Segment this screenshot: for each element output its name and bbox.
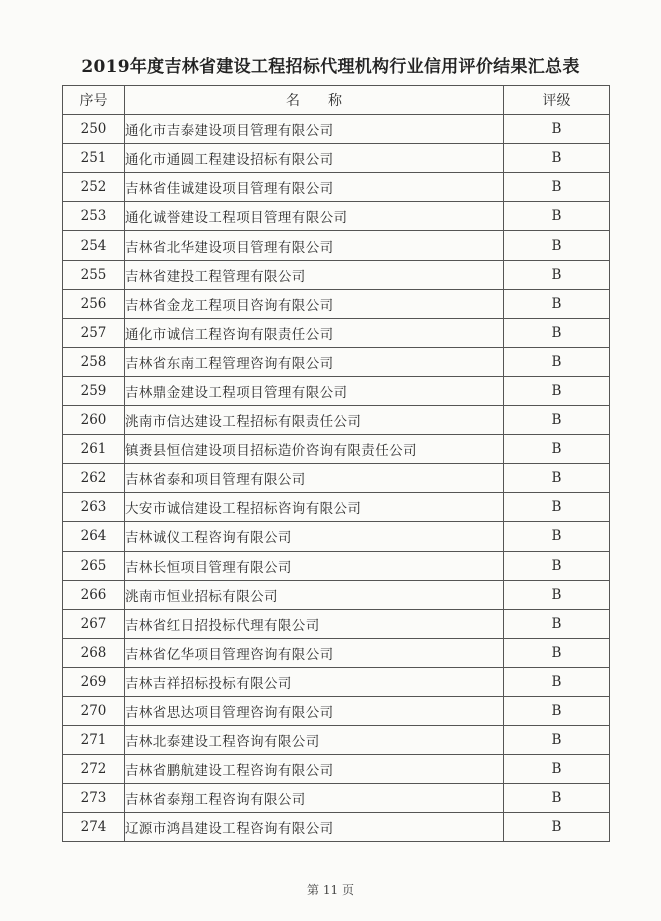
table-row [63, 144, 610, 173]
table-row [63, 493, 610, 522]
row-number: 270 [63, 696, 125, 725]
header-name: 名 称 [125, 86, 504, 115]
row-number: 255 [63, 260, 125, 289]
rating-grade: B [504, 464, 610, 493]
table-row [63, 406, 610, 435]
company-name: 通化诚誉建设工程项目管理有限公司 [125, 202, 504, 231]
rating-grade: B [504, 202, 610, 231]
company-name: 吉林省泰和项目管理有限公司 [125, 464, 504, 493]
row-number: 258 [63, 347, 125, 376]
row-number: 253 [63, 202, 125, 231]
rating-grade: B [504, 347, 610, 376]
rating-grade: B [504, 755, 610, 784]
table-body [63, 115, 610, 842]
row-number: 265 [63, 551, 125, 580]
table-row [63, 580, 610, 609]
company-name: 吉林吉祥招标投标有限公司 [125, 667, 504, 696]
company-name: 吉林北泰建设工程咨询有限公司 [125, 726, 504, 755]
company-name: 通化市吉泰建设项目管理有限公司 [125, 115, 504, 144]
company-name: 吉林省建投工程管理有限公司 [125, 260, 504, 289]
row-number: 256 [63, 289, 125, 318]
company-name: 吉林省红日招投标代理有限公司 [125, 609, 504, 638]
company-name: 大安市诚信建设工程招标咨询有限公司 [125, 493, 504, 522]
table-row [63, 522, 610, 551]
rating-grade: B [504, 580, 610, 609]
table-row [63, 115, 610, 144]
page-number: 第 11 页 [307, 883, 354, 897]
row-number: 269 [63, 667, 125, 696]
rating-grade: B [504, 231, 610, 260]
row-number: 262 [63, 464, 125, 493]
table-row [63, 755, 610, 784]
table-row [63, 347, 610, 376]
table-row [63, 464, 610, 493]
table-row [63, 638, 610, 667]
row-number: 272 [63, 755, 125, 784]
row-number: 264 [63, 522, 125, 551]
company-name: 吉林鼎金建设工程项目管理有限公司 [125, 376, 504, 405]
row-number: 268 [63, 638, 125, 667]
rating-grade: B [504, 638, 610, 667]
table-row [63, 202, 610, 231]
table-row [63, 289, 610, 318]
table-row [63, 726, 610, 755]
rating-grade: B [504, 260, 610, 289]
table-row [63, 260, 610, 289]
rating-grade: B [504, 609, 610, 638]
rating-grade: B [504, 726, 610, 755]
company-name: 吉林省北华建设项目管理有限公司 [125, 231, 504, 260]
table-header-row [63, 86, 610, 115]
row-number: 257 [63, 318, 125, 347]
company-name: 吉林省金龙工程项目咨询有限公司 [125, 289, 504, 318]
row-number: 271 [63, 726, 125, 755]
rating-grade: B [504, 115, 610, 144]
table-row [63, 667, 610, 696]
table-row [63, 696, 610, 725]
rating-grade: B [504, 551, 610, 580]
row-number: 250 [63, 115, 125, 144]
table-row [63, 784, 610, 813]
row-number: 266 [63, 580, 125, 609]
credit-rating-table [62, 85, 610, 842]
rating-grade: B [504, 493, 610, 522]
company-name: 吉林诚仪工程咨询有限公司 [125, 522, 504, 551]
company-name: 吉林省佳诚建设项目管理有限公司 [125, 173, 504, 202]
rating-grade: B [504, 289, 610, 318]
company-name: 吉林省思达项目管理咨询有限公司 [125, 696, 504, 725]
header-grade: 评级 [504, 86, 610, 115]
row-number: 252 [63, 173, 125, 202]
row-number: 263 [63, 493, 125, 522]
company-name: 吉林省亿华项目管理咨询有限公司 [125, 638, 504, 667]
rating-grade: B [504, 173, 610, 202]
company-name: 吉林省鹏航建设工程咨询有限公司 [125, 755, 504, 784]
rating-grade: B [504, 696, 610, 725]
rating-grade: B [504, 522, 610, 551]
rating-grade: B [504, 144, 610, 173]
row-number: 273 [63, 784, 125, 813]
company-name: 通化市诚信工程咨询有限责任公司 [125, 318, 504, 347]
table-row [63, 231, 610, 260]
company-name: 通化市通圆工程建设招标有限公司 [125, 144, 504, 173]
row-number: 259 [63, 376, 125, 405]
company-name: 辽源市鸿昌建设工程咨询有限公司 [125, 813, 504, 842]
company-name: 洮南市恒业招标有限公司 [125, 580, 504, 609]
header-no: 序号 [63, 86, 125, 115]
row-number: 251 [63, 144, 125, 173]
company-name: 吉林省东南工程管理咨询有限公司 [125, 347, 504, 376]
row-number: 261 [63, 435, 125, 464]
rating-grade: B [504, 376, 610, 405]
table-row [63, 376, 610, 405]
rating-grade: B [504, 318, 610, 347]
table-row [63, 173, 610, 202]
rating-grade: B [504, 784, 610, 813]
rating-grade: B [504, 667, 610, 696]
table-row [63, 609, 610, 638]
table-row [63, 318, 610, 347]
row-number: 254 [63, 231, 125, 260]
document-title: 2019年度吉林省建设工程招标代理机构行业信用评价结果汇总表 [81, 57, 580, 77]
company-name: 洮南市信达建设工程招标有限责任公司 [125, 406, 504, 435]
company-name: 吉林长恒项目管理有限公司 [125, 551, 504, 580]
table-row [63, 435, 610, 464]
company-name: 镇赉县恒信建设项目招标造价咨询有限责任公司 [125, 435, 504, 464]
table-row [63, 551, 610, 580]
rating-grade: B [504, 813, 610, 842]
row-number: 260 [63, 406, 125, 435]
company-name: 吉林省泰翔工程咨询有限公司 [125, 784, 504, 813]
row-number: 274 [63, 813, 125, 842]
rating-grade: B [504, 435, 610, 464]
table-row [63, 813, 610, 842]
row-number: 267 [63, 609, 125, 638]
rating-grade: B [504, 406, 610, 435]
